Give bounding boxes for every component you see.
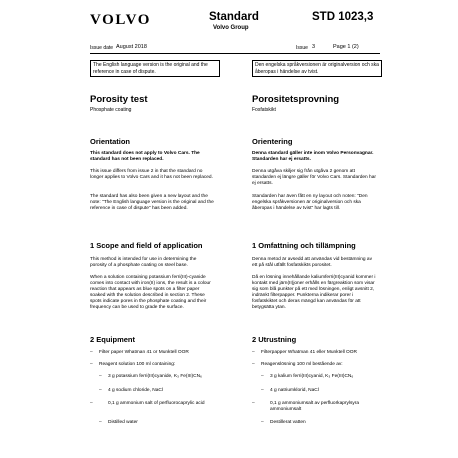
- english-orientation-paragraph: This issue differs from issue 2 in that the standard no longer applies to Volvo Cars and it has not been replaced.: [90, 169, 213, 181]
- swedish-scope-heading: 1 Omfattning och tillämpning: [252, 241, 356, 250]
- list-item: – Filter paper Whatman 41 or Munktell OOR: [90, 350, 189, 355]
- document-type-title: Standard: [209, 11, 259, 23]
- standard-number: STD 1023,3: [312, 11, 374, 23]
- english-orientation-heading: Orientation: [90, 137, 131, 146]
- english-orientation-notice: This standard does not apply to Volvo Cars. The standard has not been replaced.: [90, 151, 200, 163]
- issue-label: Issue: [296, 45, 308, 51]
- organization-name: Volvo Group: [213, 25, 249, 31]
- page-number: Page 1 (2): [333, 44, 359, 50]
- swedish-equipment-heading: 2 Utrustning: [252, 335, 297, 344]
- list-item: – 4 g sodium chloride, NaCl: [99, 388, 163, 393]
- swedish-orientation-paragraph: Denna utgåva skiljer sig från utgåva 2 genom att standarden ej längre gäller för Volvo Cars. Standarden har ej ersatts.: [252, 169, 376, 187]
- list-item: – 0,1 g ammoniumsalt av perfluorkaprylsyra ammoniumsalt: [252, 401, 360, 413]
- swedish-subtitle: Fosfatskikt: [252, 107, 276, 113]
- swedish-orientation-paragraph: Standarden har även fått en ny layout och noten: "Den engelska språkversionen är originalversion och ska åberopas i händelse av tvist" har lagts till.: [252, 194, 368, 212]
- english-scope-paragraph: This method is intended for use in determining the porosity of a phosphate coating on steel base.: [90, 257, 197, 269]
- list-item: – Reagent solution 100 ml containing:: [90, 362, 176, 367]
- issue-number: 3: [312, 44, 316, 50]
- list-item: – 0,1 g ammonium salt of perfluorocaprylic acid: [90, 401, 205, 406]
- english-scope-heading: 1 Scope and field of application: [90, 241, 203, 250]
- list-item: – 3 g kalium ferri(III)cyanid, K₃ Fe(III)CN₆: [261, 374, 354, 379]
- list-item: – Reagenslösning 100 ml bestående av:: [252, 362, 343, 367]
- english-equipment-heading: 2 Equipment: [90, 335, 136, 344]
- list-item: – 4 g natriumklorid, NaCl: [261, 388, 319, 393]
- swedish-orientation-notice: Denna standard gäller inte inom Volvo Personvagnar. Standarden har ej ersatts.: [252, 151, 374, 163]
- issue-date: August 2018: [116, 44, 147, 50]
- issue-date-label: Issue date: [90, 45, 114, 51]
- english-subtitle: Phosphate coating: [90, 107, 132, 113]
- list-item: – Filterpapper Whatman 41 eller Munktell OOR: [252, 350, 357, 355]
- swedish-scope-paragraph: Då en lösning innehållande kaliumferri(III)cyanid kommer i kontakt med järn(II)joner erhålls en färgreaktion som visar sig som blå punkter på ett med lösningen, enligt avsnitt 2, indränkt filterpapper. Punkterna indikerar porer i fosfatskiktet och deras mängd kan användas för att betygsätta ytan.: [252, 275, 376, 311]
- english-scope-paragraph: When a solution containing potassium ferri(III)-cyanide comes into contact with iron(II) ions, the result is a colour reaction that appears as blue spots on a filter paper soaked with the solution described in section 2. These spots indicate pores in the phosphate coating and their frequency can be used to grade the surface.: [90, 275, 211, 311]
- header-rule: [90, 53, 380, 54]
- list-item: – Destillerat vatten: [261, 420, 306, 425]
- english-title: Porosity test: [90, 94, 148, 105]
- swedish-scope-paragraph: Denna metod är avsedd att användas vid bestämning av ett på stål utfällt fosfatskikts porositet.: [252, 257, 372, 269]
- swedish-orientation-heading: Orientering: [252, 137, 293, 146]
- list-item: – Distilled water: [99, 420, 138, 425]
- swedish-title: Porositetsprovning: [252, 94, 340, 105]
- list-item: – 3 g potassium ferri(III)cyanide, K₃ Fe(III)CN₆: [99, 374, 202, 379]
- notice-box-swedish: Den engelska språkversionen är originalversion och ska åberopas i händelse av tvist.: [252, 60, 382, 77]
- volvo-logo: VOLVO: [90, 12, 152, 28]
- english-orientation-paragraph: The standard has also been given a new layout and the note: "The English language version is the original and the reference in case of dispute" has been added.: [90, 194, 214, 212]
- notice-box-english: The English language version is the original and the reference in case of dispute.: [90, 60, 220, 77]
